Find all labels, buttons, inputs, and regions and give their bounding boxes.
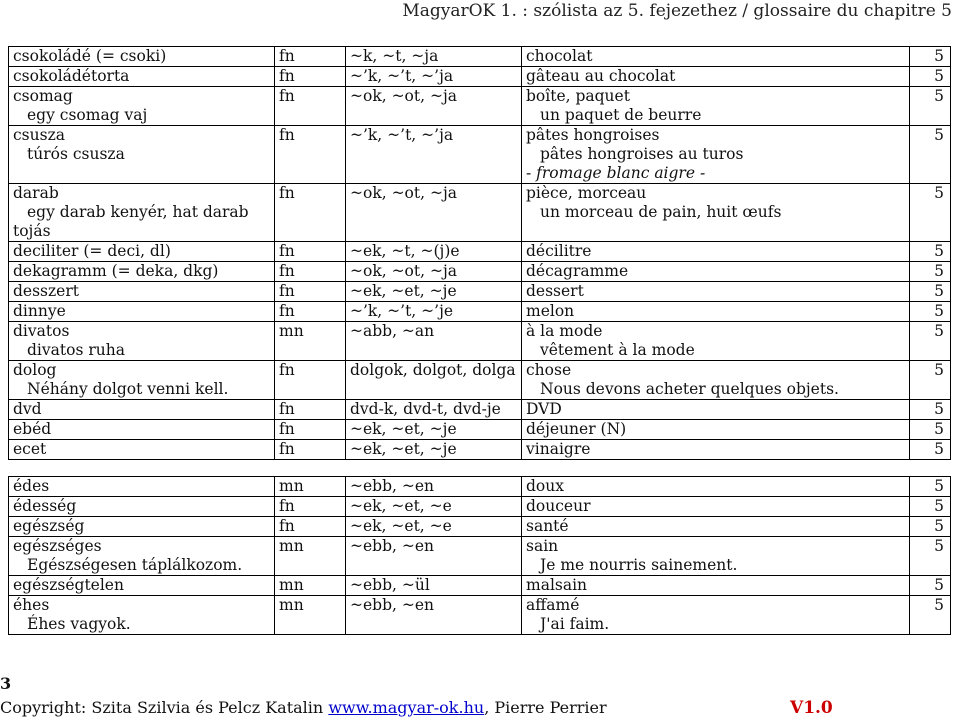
forms-cell: ~ebb, ~en [346,596,522,635]
french-cell-text: melon [526,302,575,320]
table-row [9,537,951,576]
french-cell-example: pâtes hongroises au turos [540,145,744,163]
french-cell-example: vêtement à la mode [540,341,695,359]
word-class-cell: fn [275,361,346,400]
hungarian-cell-text: éhes [13,596,50,614]
forms-cell: dolgok, dolgot, dolga [346,361,522,400]
forms-cell: ~ok, ~ot, ~ja [346,262,522,282]
forms-cell: ~’k, ~’t, ~’ja [346,67,522,87]
word-class-cell: fn [275,242,346,262]
french-cell-text: chocolat [526,47,593,65]
french-cell-text: malsain [526,576,588,594]
french-cell-text: gâteau au chocolat [526,67,676,85]
hungarian-cell [9,420,275,440]
hungarian-cell-text: csomag [13,87,73,105]
spacer-cell [9,460,951,477]
vocabulary-table [8,46,951,635]
table-row [9,440,951,460]
hungarian-cell [9,302,275,322]
authors-text: , Pierre Perrier [484,698,607,717]
hungarian-cell [9,184,275,242]
version-label: V1.0 [790,698,833,718]
french-cell [522,126,910,184]
hungarian-cell-text: egészség [13,517,85,535]
french-cell [522,302,910,322]
word-class-cell: mn [275,537,346,576]
hungarian-cell-example: Néhány dolgot venni kell. [27,380,229,398]
forms-cell: ~k, ~t, ~ja [346,47,522,67]
hungarian-cell-text: édesség [13,497,77,515]
hungarian-cell [9,497,275,517]
word-class-cell: fn [275,262,346,282]
french-cell [522,282,910,302]
french-cell [522,322,910,361]
forms-cell: dvd-k, dvd-t, dvd-je [346,400,522,420]
word-class-cell: fn [275,497,346,517]
french-cell-text: douceur [526,497,591,515]
hungarian-cell [9,126,275,184]
hungarian-cell-text: egészséges [13,537,102,555]
french-cell-text: boîte, paquet [526,87,630,105]
page-header: MagyarOK 1. : szólista az 5. fejezethez / glossaire du chapitre 5 [402,1,952,21]
copyright-line [0,698,607,717]
forms-cell: ~ek, ~et, ~je [346,282,522,302]
french-cell [522,361,910,400]
table-row [9,517,951,537]
french-cell-text: chose [526,361,572,379]
hungarian-cell-text: desszert [13,282,79,300]
hungarian-cell-example: egy csomag vaj [27,106,148,124]
french-cell [522,242,910,262]
hungarian-cell [9,517,275,537]
chapter-cell: 5 [910,322,951,361]
french-cell [522,262,910,282]
chapter-cell: 5 [910,67,951,87]
hungarian-cell-text: dekagramm (= deka, dkg) [13,262,219,280]
forms-cell: ~ok, ~ot, ~ja [346,87,522,126]
website-link[interactable]: www.magyar-ok.hu [328,698,485,717]
forms-cell: ~ek, ~et, ~e [346,517,522,537]
table-spacer-row [9,460,951,477]
french-cell-example: un morceau de pain, huit œufs [540,203,782,221]
forms-cell: ~ebb, ~en [346,537,522,576]
table-row [9,302,951,322]
table-row [9,242,951,262]
table-row [9,282,951,302]
french-cell [522,184,910,242]
french-cell-text: pièce, morceau [526,184,647,202]
chapter-cell: 5 [910,440,951,460]
word-class-cell: fn [275,420,346,440]
french-cell-text: affamé [526,596,580,614]
hungarian-cell-text: deciliter (= deci, dl) [13,242,171,260]
french-cell-text: sain [526,537,559,555]
hungarian-cell [9,67,275,87]
hungarian-cell [9,282,275,302]
hungarian-cell [9,242,275,262]
french-cell-text: à la mode [526,322,603,340]
hungarian-cell-text: dinnye [13,302,66,320]
chapter-cell: 5 [910,282,951,302]
french-cell-text: DVD [526,400,562,418]
french-cell-text: doux [526,477,564,495]
hungarian-cell-text: dolog [13,361,57,379]
hungarian-cell-example: divatos ruha [27,341,125,359]
hungarian-cell-example: túrós csusza [27,145,125,163]
chapter-cell: 5 [910,596,951,635]
word-class-cell: fn [275,517,346,537]
word-class-cell: fn [275,282,346,302]
hungarian-cell-text: ecet [13,440,47,458]
forms-cell: ~’k, ~’t, ~’je [346,302,522,322]
chapter-cell: 5 [910,126,951,184]
table-row [9,47,951,67]
forms-cell: ~ek, ~t, ~(j)e [346,242,522,262]
hungarian-cell-text: darab [13,184,59,202]
table-row [9,126,951,184]
french-cell [522,596,910,635]
forms-cell: ~ebb, ~en [346,477,522,497]
french-cell [522,537,910,576]
hungarian-cell-text: egészségtelen [13,576,124,594]
table-row [9,262,951,282]
hungarian-cell [9,440,275,460]
chapter-cell: 5 [910,537,951,576]
french-cell [522,400,910,420]
chapter-cell: 5 [910,361,951,400]
french-cell-text: décagramme [526,262,629,280]
forms-cell: ~ek, ~et, ~e [346,497,522,517]
french-cell [522,420,910,440]
hungarian-cell-text: ebéd [13,420,52,438]
chapter-cell: 5 [910,420,951,440]
hungarian-cell-example: egy darab kenyér, hat darab [27,203,249,221]
french-cell [522,440,910,460]
word-class-cell: fn [275,400,346,420]
chapter-cell: 5 [910,242,951,262]
hungarian-cell-text: csusza [13,126,65,144]
hungarian-cell [9,576,275,596]
word-class-cell: fn [275,302,346,322]
table-row [9,497,951,517]
french-cell-example: un paquet de beurre [540,106,702,124]
chapter-cell: 5 [910,47,951,67]
table-row [9,67,951,87]
word-class-cell: fn [275,67,346,87]
french-cell-text: décilitre [526,242,592,260]
chapter-cell: 5 [910,400,951,420]
hungarian-cell-text: csokoládétorta [13,67,130,85]
hungarian-cell [9,537,275,576]
hungarian-cell [9,262,275,282]
hungarian-cell [9,47,275,67]
chapter-cell: 5 [910,184,951,242]
word-class-cell: mn [275,576,346,596]
forms-cell: ~abb, ~an [346,322,522,361]
forms-cell: ~’k, ~’t, ~’ja [346,126,522,184]
word-class-cell: mn [275,477,346,497]
word-class-cell: fn [275,126,346,184]
french-cell [522,47,910,67]
french-cell-text: pâtes hongroises [526,126,660,144]
table-row [9,576,951,596]
table-row [9,400,951,420]
word-class-cell: fn [275,87,346,126]
forms-cell: ~ebb, ~ül [346,576,522,596]
word-class-cell: fn [275,440,346,460]
table-row [9,420,951,440]
forms-cell: ~ek, ~et, ~je [346,420,522,440]
chapter-cell: 5 [910,576,951,596]
hungarian-cell-text: divatos [13,322,70,340]
french-cell [522,477,910,497]
word-class-cell: fn [275,184,346,242]
table-row [9,87,951,126]
french-cell-example: - fromage blanc aigre - [526,164,706,182]
chapter-cell: 5 [910,477,951,497]
hungarian-cell-text: édes [13,477,50,495]
chapter-cell: 5 [910,87,951,126]
chapter-cell: 5 [910,302,951,322]
page-number: 3 [0,674,12,693]
hungarian-cell [9,87,275,126]
french-cell [522,576,910,596]
table-row [9,322,951,361]
word-class-cell: fn [275,47,346,67]
hungarian-cell [9,596,275,635]
hungarian-cell-example: Éhes vagyok. [27,615,131,633]
french-cell-text: santé [526,517,569,535]
french-cell-text: déjeuner (N) [526,420,627,438]
chapter-cell: 5 [910,497,951,517]
french-cell-text: vinaigre [526,440,591,458]
french-cell [522,67,910,87]
french-cell-example: Je me nourris sainement. [540,556,738,574]
hungarian-cell [9,361,275,400]
french-cell [522,497,910,517]
french-cell [522,517,910,537]
word-class-cell: mn [275,596,346,635]
chapter-cell: 5 [910,517,951,537]
french-cell-example: J'ai faim. [540,615,610,633]
hungarian-cell [9,400,275,420]
chapter-cell: 5 [910,262,951,282]
hungarian-cell-text: dvd [13,400,42,418]
french-cell [522,87,910,126]
table-row [9,596,951,635]
word-class-cell: mn [275,322,346,361]
french-cell-example: Nous devons acheter quelques objets. [540,380,839,398]
copyright-text: Copyright: Szita Szilvia és Pelcz Katalin [0,698,329,717]
table-row [9,184,951,242]
hungarian-cell [9,322,275,361]
forms-cell: ~ok, ~ot, ~ja [346,184,522,242]
hungarian-cell [9,477,275,497]
hungarian-cell-example: Egészségesen táplálkozom. [27,556,243,574]
table-row [9,477,951,497]
hungarian-cell-example: tojás [13,222,51,240]
table-row [9,361,951,400]
french-cell-text: dessert [526,282,584,300]
hungarian-cell-text: csokoládé (= csoki) [13,47,167,65]
forms-cell: ~ek, ~et, ~je [346,440,522,460]
